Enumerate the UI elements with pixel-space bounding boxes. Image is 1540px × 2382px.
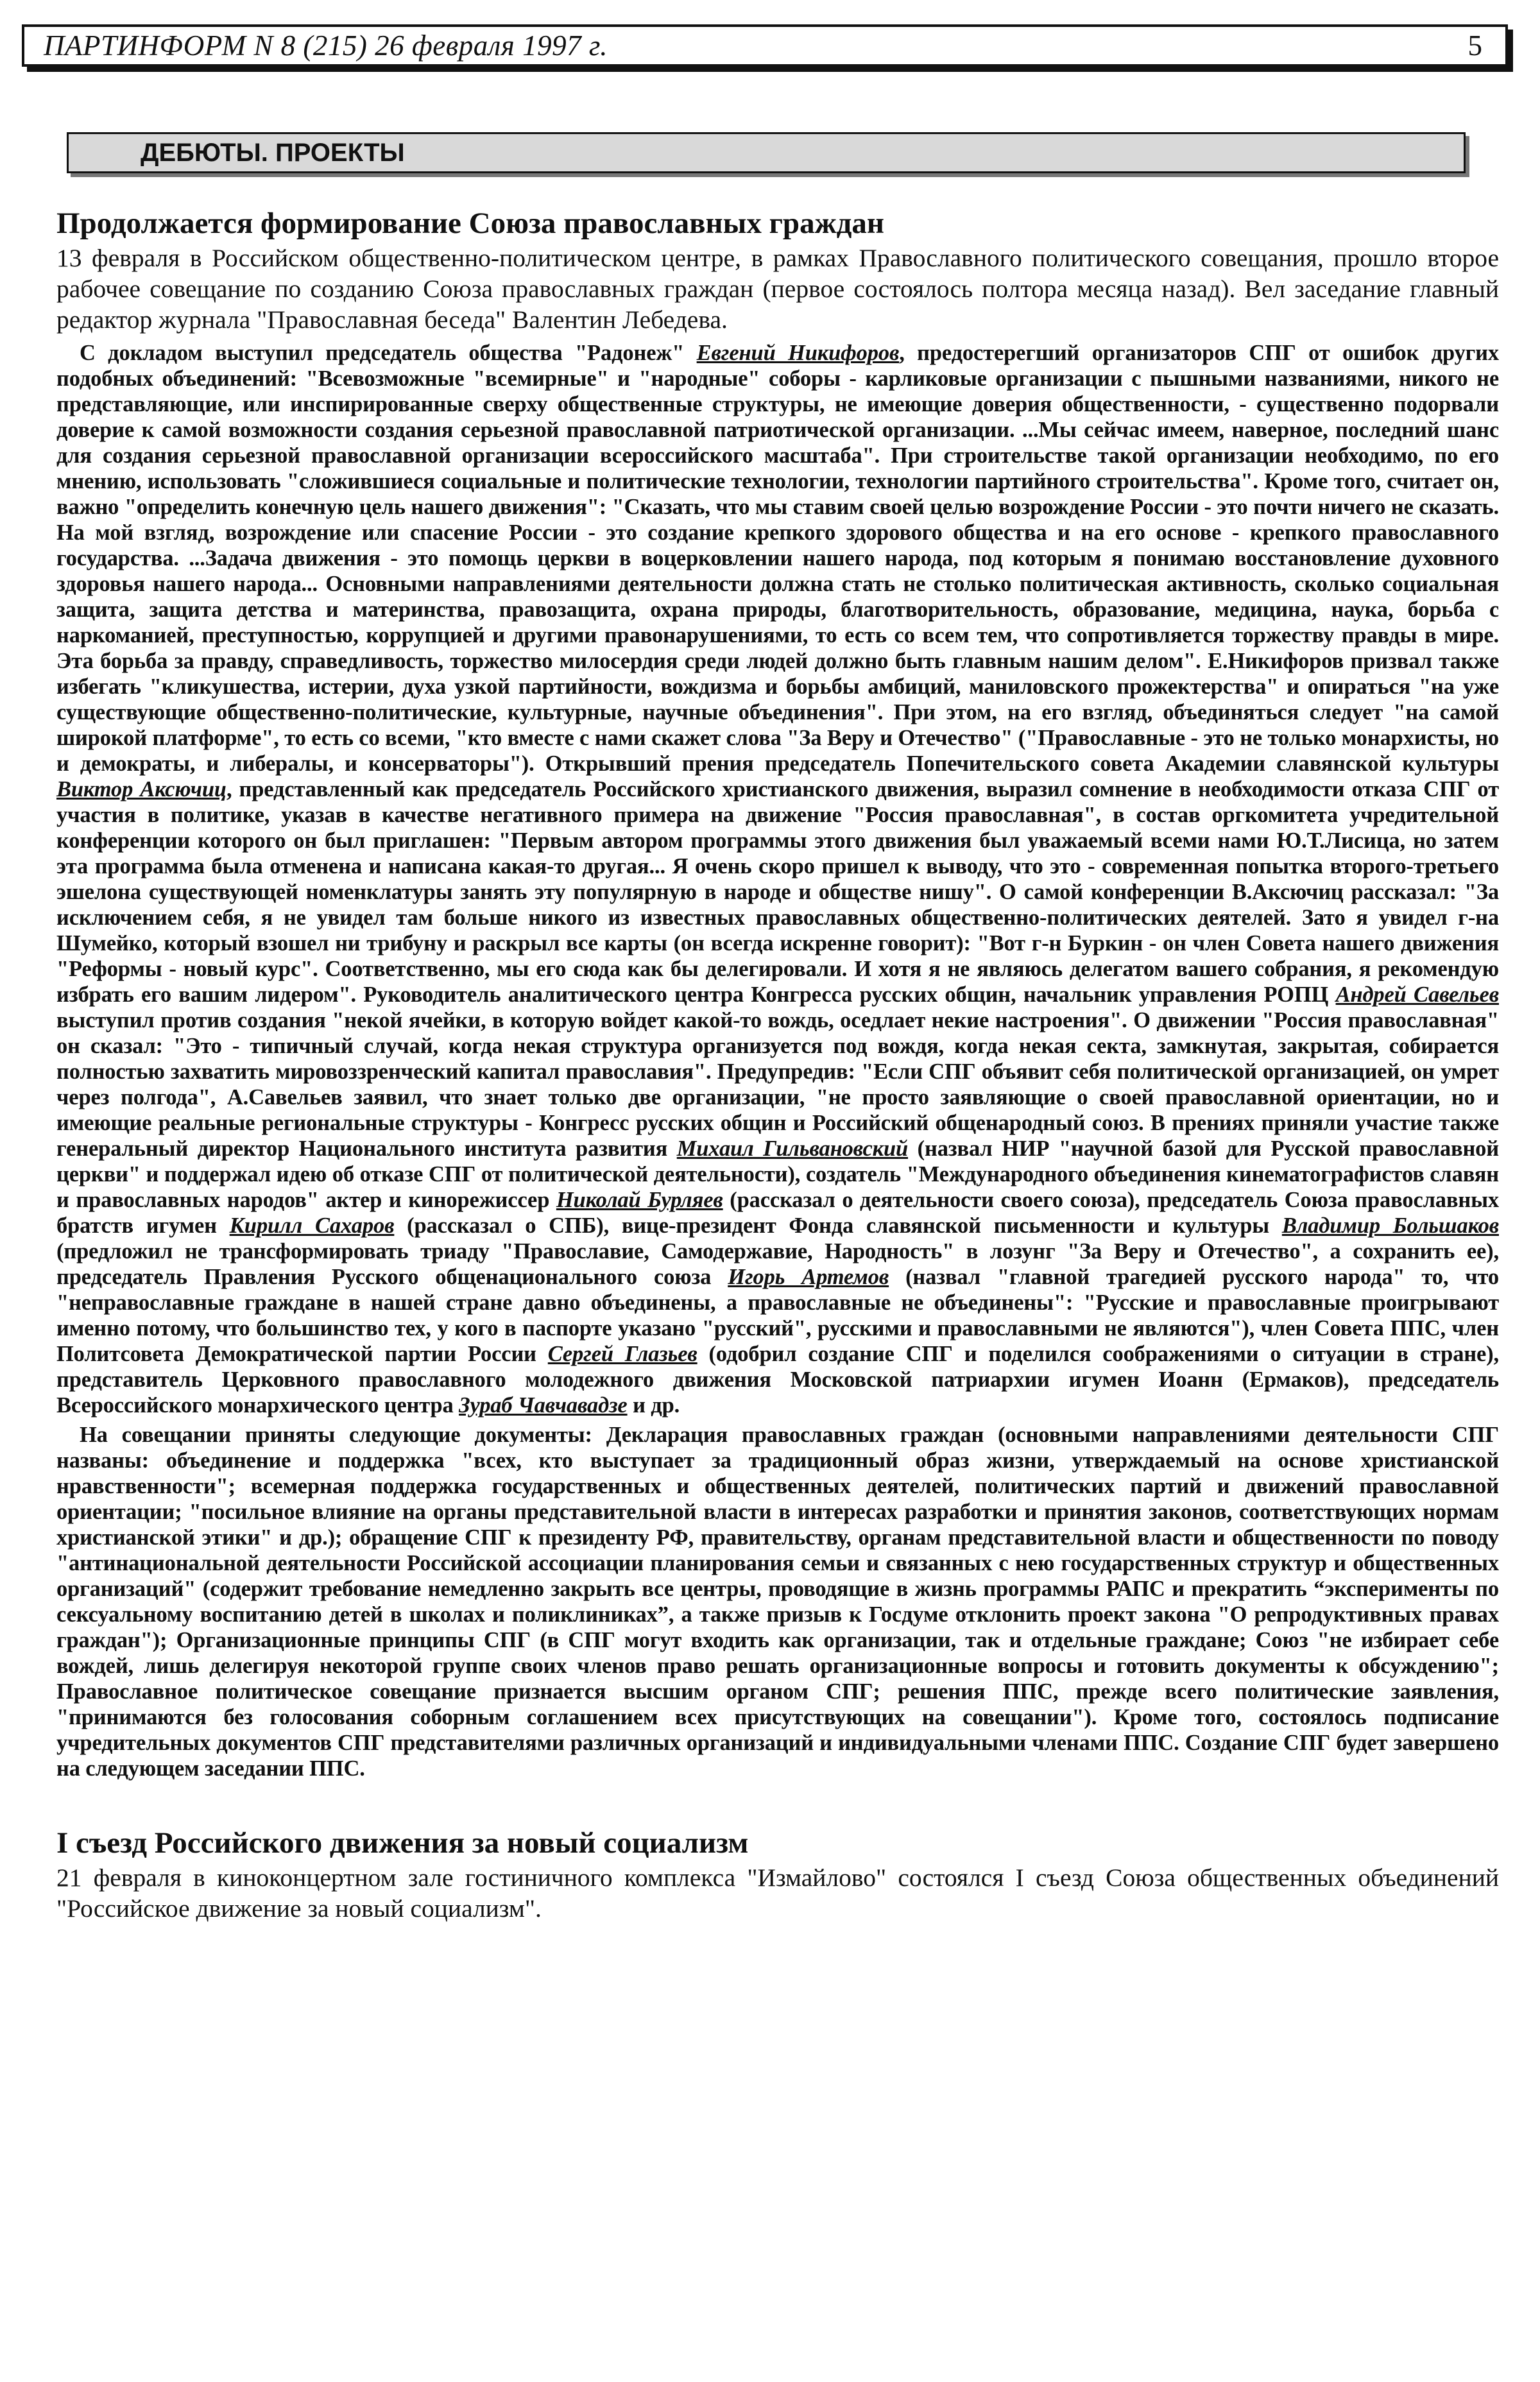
page-header [22,24,1508,67]
person-link[interactable]: Игорь Артемов [728,1265,889,1289]
article1-headline: Продолжается формирование Союза православных граждан [56,207,884,240]
text-run: (одобрил создание СПГ и поделился соображениями о ситуации в стране), представитель Церковного православного молодежного движения Московской патриархии игумен Иоанн (Ермаков), председатель Всероссийского монархического центра [56,1342,1499,1418]
person-link[interactable]: Николай Бурляев [556,1188,723,1212]
article2-lead: 21 февраля в киноконцертном зале гостиничного комплекса "Измайлово" состоялся I съезд Союза общественных объединений "Российское движение за новый социализм". [56,1864,1499,1923]
page-number: 5 [1467,30,1482,62]
text-run: , предостерегший организаторов СПГ от ошибок других подобных объединений: "Всевозможные "всемирные" и "народные" соборы - карликовые организации с пышными названиями, никого не представляющие, или инспирированные сверху общественные структуры, не имеющие доверия общественности, - существенно подорвали доверие к самой возможности создания серьезной православной патриотической организации. ...Мы сейчас имеем, наверное, последний шанс для создания серьезной православной организации всероссийского масштаба". При строительстве такой организации необходимо, по его мнению, использовать "сложившиеся социальные и политические технологии, технологии партийного строительства". Кроме того, считает он, важно "определить конечную цель нашего движения": "Сказать, что мы ставим своей целью возрождение России - это почти ничего не сказать. На мой взгляд, возрождение или спасение России - это создание крепкого здорового общества и на его основе - крепкого православного государства. ...Задача движения - это помощь церкви в воцерковлении нашего народа, под которым я понимаю восстановление духовного здоровья нашего народа... Основными направлениями деятельности должна стать не столько политическая активность, сколько социальная защита, защита детства и материнства, правозащита, охрана природы, благотворительность, образование, медицина, наука, борьба с наркоманией, преступностью, коррупцией и другими правонарушениями, то есть со всем тем, что сопротивляется торжеству правды в мире. Эта борьба за правду, справедливость, торжество милосердия среди людей должно быть главным нашим делом". Е.Никифоров призвал также избегать "кликушества, истерии, духа узкой партийности, вождизма и борьбы амбиций, маниловского прожектерства" и опираться "на уже существующие общественно-политические, культурные, научные объединения". При этом, на его взгляд, объединяться следует "на самой широкой платформе", то есть со всеми, "кто вместе с нами скажет слова "За Веру и Отечество" ("Православные - это не только монархисты, но и демократы, и либералы, и консерваторы"). Открывший прения председатель Попечительского совета Академии славянской культуры [56,341,1499,776]
text-run: и др. [627,1393,680,1418]
person-link[interactable]: Михаил Гильвановский [676,1136,909,1161]
person-link[interactable]: Владимир Большаков [1281,1213,1499,1238]
article2-headline: I съезд Российского движения за новый социализм [56,1826,749,1860]
person-link[interactable]: Сергей Глазьев [547,1342,697,1366]
text-run: (назвал НИР "научной базой для Русской православной церкви" и поддержал идею об отказе СПГ от политической деятельности), создатель "Международного объединения кинематографистов славян и православных народов" актер и кинорежиссер [56,1136,1499,1212]
header-title: ПАРТИНФОРМ N 8 (215) 26 февраля 1997 г. [44,30,608,62]
text-run: выступил против создания "некой ячейки, в которую войдет какой-то вождь, оседлает некие настроения". О движении "Россия православная" он сказал: "Это - типичный случай, когда некая структура организуется под вождя, когда некая секта, замкнутая, закрытая, собирается полностью захватить мировоззренческий капитал православия". Предупредив: "Если СПГ объявит себя политической организацией, он умрет через полгода", А.Савельев заявил, что знает только две организации, "не просто заявляющие о своей православной ориентации, но и имеющие реальные региональные структуры - Конгресс русских общин и Российский общенародный союз. В прениях приняли участие также генеральный директор Национального института развития [56,1008,1499,1161]
article1-documents-paragraph: На совещании приняты следующие документы: Декларация православных граждан (основными направлениями деятельности СПГ названы: объединение и поддержка "всех, кто выступает за традиционный образ жизни, утверждаемый на основе христианской нравственности"; всемерная поддержка государственных и общественных деятелей, политических партий и движений православной ориентации; "посильное влияние на органы представительной власти в интересах разработки и принятия законов, соответствующих нормам христианской этики" и др.); обращение СПГ к президенту РФ, правительству, органам представительной власти и общественности по поводу "антинациональной деятельности Российской ассоциации планирования семьи и связанных с нею государственных структур и общественных организаций" (содержит требование немедленно закрыть все центры, проводящие в жизнь программы РАПС и прекратить “эксперименты по сексуальному воспитанию детей в школах и поликлиниках”, а также призыв к Госдуме отклонить проект закона "О репродуктивных правах граждан"); Организационные принципы СПГ (в СПГ могут входить как организации, так и отдельные граждане; Союз "не избирает себе вождей, лишь делегируя некоторой группе своих членов право решать организационные вопросы и готовить документы к обсуждению"; Православное политическое совещание признается высшим органом СПГ; решения ППС, прежде всего политические заявления, "принимаются без голосования соборным соглашением всех присутствующих на совещании"). Кроме того, состоялось подписание учредительных документов СПГ представителями различных организаций и индивидуальными членами ППС. Создание СПГ будет завершено на следующем заседании ППС. [56,1423,1499,1781]
text-run: (назвал "главной трагедией русского народа" то, что "неправославные граждане в нашей стране давно объединены, а православные не объединены": "Русские и православные проигрывают именно потому, что большинство тех, у кого в паспорте указано "русский", русскими и православными не являются"), член Совета ППС, член Политсовета Демократической партии России [56,1265,1499,1366]
section-label: ДЕБЮТЫ. ПРОЕКТЫ [141,138,405,167]
article-column [56,204,1499,1924]
person-link[interactable]: Андрей Савельев [1335,982,1499,1007]
text-run: С докладом выступил председатель общества "Радонеж" [80,341,697,365]
person-link[interactable]: Виктор Аксючиц [56,777,227,801]
person-link[interactable]: Кирилл Сахаров [229,1213,395,1238]
section-banner [67,132,1466,173]
article1-lead: 13 февраля в Российском общественно-политическом центре, в рамках Православного политического совещания, прошло второе рабочее совещание по созданию Союза православных граждан (первое состоялось полтора месяца назад). Вел заседание главный редактор журнала "Православная беседа" Валентин Лебедева. [56,244,1499,334]
text-run: , представленный как председатель Российского христианского движения, выразил сомнение в необходимости отказа СПГ от участия в политике, указав в качестве негативного примера на движение "Россия православная", в состав оргкомитета учредительной конференции которого он был приглашен: "Первым автором программы этого движения был уважаемый всеми нами Ю.Т.Лисица, но затем эта программа была отменена и написана какая-то другая... Я очень скоро пришел к выводу, что это - современная попытка второго-третьего эшелона существующей номенклатуры занять эту популярную в народе и обществе нишу". О самой конференции В.Аксючиц рассказал: "За исключением себя, я не увидел там больше никого из известных православных общественно-политических деятелей. Зато я увидел г-на Шумейко, который взошел ни трибуну и раскрыл все карты (он всегда искренне говорит): "Вот г-н Буркин - он член Совета нашего движения "Реформы - новый курс". Соответственно, мы его сюда как бы делегировали. И хотя я не являюсь делегатом вашего собрания, я рекомендую избрать его вашим лидером". Руководитель аналитического центра Конгресса русских общин, начальник управления РОПЦ [56,777,1499,1007]
text-run: (предложил не трансформировать триаду "Православие, Самодержавие, Народность" в лозунг "За Веру и Отечество", а сохранить ее), председатель Правления Русского общенационального союза [56,1239,1499,1289]
person-link[interactable]: Евгений Никифоров [696,341,900,365]
person-link[interactable]: Зураб Чавчавадзе [459,1393,628,1418]
article1-body-paragraph [56,340,1499,1418]
text-run: (рассказал о СПБ), вице-президент Фонда славянской письменности и культуры [394,1213,1282,1238]
text-run: (рассказал о деятельности своего союза), председатель Союза православных братств игумен [56,1188,1500,1238]
